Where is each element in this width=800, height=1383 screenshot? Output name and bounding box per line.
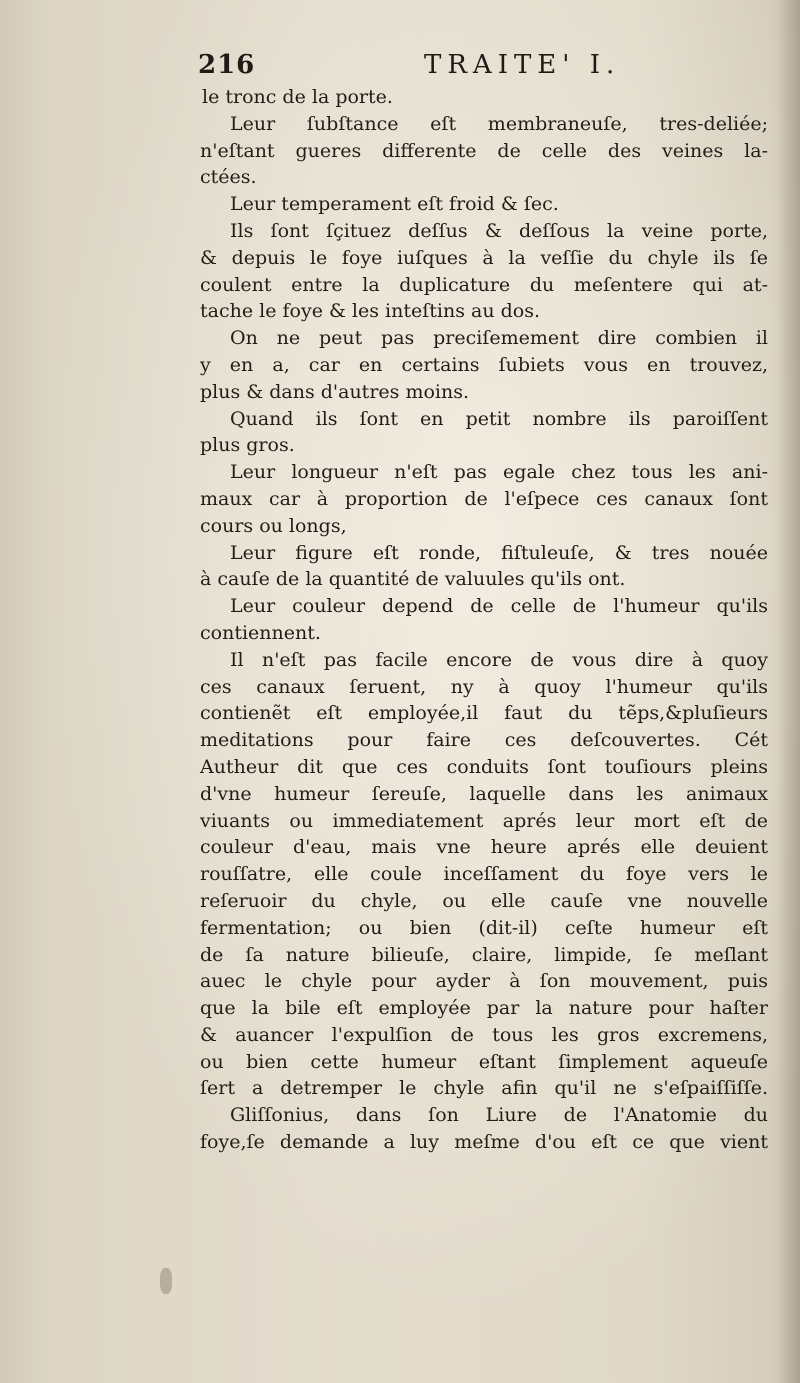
text-line: contienẽt eſt employée,il faut du tẽps,&pluſieurs xyxy=(200,702,768,725)
text-line: Leur temperament eſt froid & ſec. xyxy=(230,193,559,216)
text-line: tache le foye & les inteſtins au dos. xyxy=(200,300,540,323)
text-line: maux car à proportion de l'eſpece ces canaux ſont xyxy=(200,487,768,510)
text-line: coulent entre la duplicature du meſentere qui at- xyxy=(200,273,768,296)
text-line: ces canaux ſeruent, ny à quoy l'humeur qu'ils xyxy=(200,675,768,698)
text-line: foye,ſe demande a luy meſme d'ou eſt ce que vient xyxy=(200,1131,768,1154)
text-line: On ne peut pas preciſemement dire combien il xyxy=(230,327,768,350)
page-number: 216 xyxy=(198,50,256,80)
text-line: meditations pour faire ces deſcouvertes. Cét xyxy=(200,729,768,752)
text-line: Il n'eſt pas facile encore de vous dire à quoy xyxy=(230,648,768,671)
text-line: ou bien cette humeur eſtant ſimplement aqueuſe xyxy=(200,1050,768,1073)
text-line: Quand ils ſont en petit nombre ils paroiſſent xyxy=(230,407,768,430)
text-line: cours ou longs, xyxy=(200,514,347,537)
running-title: TRAITE' I. xyxy=(424,50,621,80)
text-line: reſeruoir du chyle, ou elle cauſe vne nouvelle xyxy=(200,889,768,912)
text-line: Leur couleur depend de celle de l'humeur qu'ils xyxy=(230,595,768,618)
text-line: viuants ou immediatement aprés leur mort eſt de xyxy=(200,809,768,832)
text-line: contiennent. xyxy=(200,621,321,644)
text-line: couleur d'eau, mais vne heure aprés elle deuient xyxy=(200,836,768,859)
text-line: d'vne humeur ſereuſe, laquelle dans les animaux xyxy=(200,782,768,805)
text-line: & depuis le foye iuſques à la veſſie du chyle ils ſe xyxy=(200,246,768,269)
text-line: plus gros. xyxy=(200,434,295,457)
text-line: Ils ſont ſçituez deſſus & deſſous la veine porte, xyxy=(230,219,768,242)
text-line: Leur figure eſt ronde, fiſtuleuſe, & tres nouée xyxy=(230,541,768,564)
page-header xyxy=(198,46,768,86)
ink-smudge xyxy=(160,1268,172,1294)
text-line: n'eſtant gueres differente de celle des veines la- xyxy=(200,139,768,162)
page-gutter-shadow xyxy=(778,0,800,1383)
text-line: auec le chyle pour ayder à ſon mouvement, puis xyxy=(200,970,768,993)
text-line: plus & dans d'autres moins. xyxy=(200,380,469,403)
text-line: Autheur dit que ces conduits ſont touſiours pleins xyxy=(200,755,768,778)
text-line: & auancer l'expulſion de tous les gros excremens, xyxy=(200,1023,768,1046)
body-text xyxy=(168,84,768,1156)
text-line: fermentation; ou bien (dit-il) ceſte humeur eſt xyxy=(200,916,768,939)
text-line: Leur ſubſtance eſt membraneuſe, tres-deliée; xyxy=(230,112,768,135)
text-line: Gliſſonius, dans ſon Liure de l'Anatomie du xyxy=(230,1104,768,1127)
text-line: Leur longueur n'eſt pas egale chez tous les ani- xyxy=(230,461,768,484)
text-line: de ſa nature bilieuſe, claire, limpide, ſe meſlant xyxy=(200,943,768,966)
text-line: que la bile eſt employée par la nature pour haſter xyxy=(200,997,768,1020)
text-line: ſert a detremper le chyle afin qu'il ne s'eſpaiſſiſſe. xyxy=(200,1077,768,1100)
text-line: rouſſatre, elle coule inceſſament du foye vers le xyxy=(200,863,768,886)
text-line: ctées. xyxy=(200,166,257,189)
text-line: y en a, car en certains ſubiets vous en trouvez, xyxy=(200,353,768,376)
text-line: à cauſe de la quantité de valuules qu'ils ont. xyxy=(200,568,626,591)
text-line: le tronc de la porte. xyxy=(202,86,393,108)
